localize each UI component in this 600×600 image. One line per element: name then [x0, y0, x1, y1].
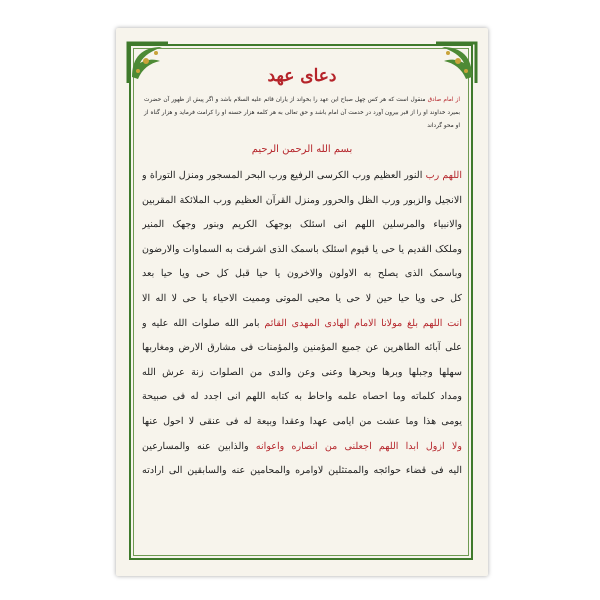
prayer-line-text: النور العظیم ورب الکرسی الرفیع ورب البحر المسجور ومنزل التوراة و [142, 170, 426, 181]
prayer-line-text: ومداد کلماته وما احصاه علمه واحاط به کتابه اللهم انی اجدد له فی صبیحة [142, 391, 462, 403]
prayer-line [142, 287, 462, 312]
prayer-line-text: یومی هذا وما عشت من ایامی عهدا وعقدا وبیعة له فی عنقی لا احول عنها [142, 415, 462, 427]
prayer-line-text: وملکک القدیم یا حی یا قیوم اسئلک باسمک الذی اشرقت به السماوات والارضون [142, 243, 462, 255]
prayer-line [142, 435, 462, 460]
prayer-line [142, 361, 462, 386]
prayer-line-highlight: اللهم رب [425, 170, 462, 181]
prayer-line-text: والانبیاء والمرسلین اللهم انی اسئلک بوجهک الکریم وبنور وجهک المنیر [142, 219, 462, 231]
prayer-card [116, 28, 488, 576]
preface-text [144, 94, 460, 133]
preface-body: منقول است که هر کس چهل صباح این عهد را بخواند از یاران قائم علیه السلام باشد و اگر پیش از ظهور آن حضرت بمیرد خداوند او را از قبر بیرون آورد در خدمت آن امام باشد و حق تعالی به هر کلمه هزار حسنه او را کرامت فرماید و هزار گناه از او محو گرداند [144, 97, 460, 129]
prayer-body [142, 164, 462, 484]
prayer-line [142, 312, 462, 337]
prayer-line-text: علی آبائه الطاهرین عن جمیع المؤمنین والمؤمنات فی مشارق الارض ومغاربها [142, 342, 462, 354]
prayer-line [142, 262, 462, 287]
prayer-line-text: وباسمک الذی یصلح به الاولون والاخرون یا حیا قبل کل حی ویا حیا بعد [142, 268, 462, 280]
prayer-line-text: بامر الله صلوات الله علیه و [142, 317, 265, 329]
prayer-line-text: والذابین عنه والمسارعین [142, 440, 256, 452]
prayer-line-text: الانجیل والزبور ورب الظل والحرور ومنزل القرآن العظیم ورب الملائکة المقربین [142, 194, 462, 206]
prayer-line-highlight: ولا ازول ابدا اللهم اجعلنی من انصاره واعوانه [255, 440, 462, 452]
prayer-line [142, 410, 462, 435]
prayer-title: دعای عهد [267, 66, 337, 86]
bismillah: بسم الله الرحمن الرحیم [251, 144, 353, 155]
preface-highlight: از امام صادق [427, 97, 460, 103]
prayer-line-text: الیه فی قضاء حوائجه والممتثلین لاوامره والمحامین عنه والسابقین الی ارادته [142, 465, 462, 477]
prayer-line-text: سهلها وجبلها وبرها وبحرها وعنی وعن والدی من الصلوات زنة عرش الله [142, 366, 462, 378]
prayer-line [142, 459, 462, 484]
prayer-line [142, 189, 462, 214]
prayer-line [142, 336, 462, 361]
prayer-line [142, 164, 462, 189]
prayer-line-text: کل حی ویا حیا حین لا حی یا محیی الموتی وممیت الاحیاء یا حی لا اله الا [142, 292, 462, 304]
prayer-line [142, 238, 462, 263]
prayer-line [142, 213, 462, 238]
prayer-line [142, 385, 462, 410]
prayer-line-highlight: انت اللهم بلغ مولانا الامام الهادی المهدی القائم [264, 317, 462, 329]
